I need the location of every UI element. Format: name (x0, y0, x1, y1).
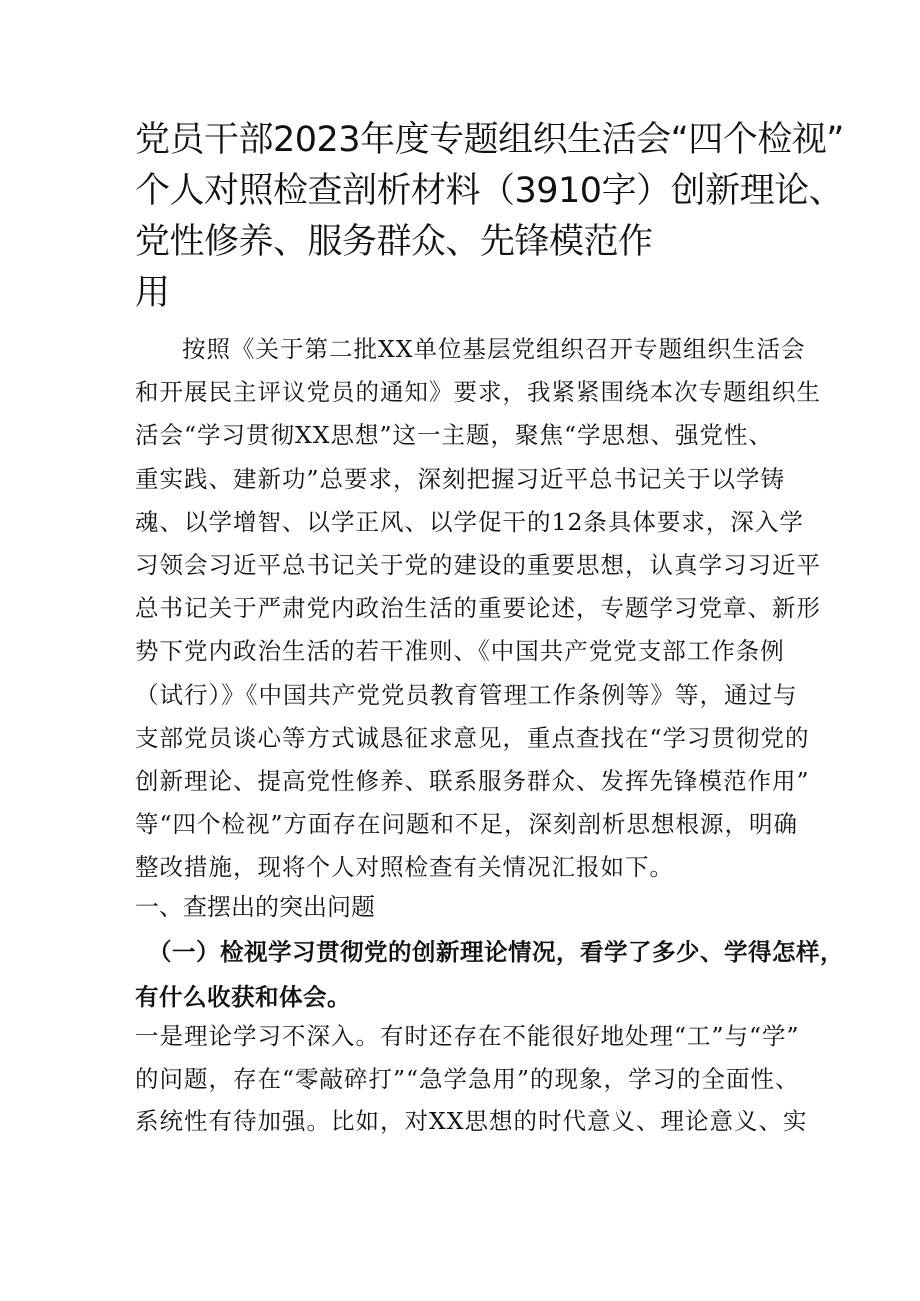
problem-paragraph (135, 1015, 808, 1143)
sub-heading (135, 930, 844, 1020)
title-line: 用 (135, 273, 170, 313)
intro-line: 习领会习近平总书记关于党的建设的重要思想，认真学习习近平 (135, 551, 821, 580)
section-heading: 一、查摆出的突出问题 (135, 893, 375, 921)
intro-line: 按照《关于第二批XX单位基层党组织召开专题组织生活会 (182, 335, 806, 363)
intro-line: 魂、以学增智、以学正风、以学促干的12条具体要求，深入学 (135, 507, 804, 536)
problem-line: 系统性有待加强。比如，对XX思想的时代意义、理论意义、实 (135, 1107, 808, 1135)
title-line: 党性修养、服务群众、先锋模范作 (135, 222, 653, 262)
title-line: 党员干部2023年度专题组织生活会“四个检视” (135, 120, 844, 160)
intro-paragraph (135, 328, 821, 890)
problem-line: 一是理论学习不深入。有时还存在不能很好地处理“工”与“学” (135, 1022, 800, 1050)
problem-line: 的问题，存在“零敲碎打”“急学急用”的现象，学习的全面性、 (135, 1064, 800, 1093)
intro-line: 支部党员谈心等方式诚恳征求意见，重点查找在“学习贯彻党的 (135, 723, 810, 752)
intro-line: 势下党内政治生活的若干准则、《中国共产党党支部工作条例 (135, 637, 785, 666)
intro-line: 创新理论、提高党性修养、联系服务群众、发挥先锋模范作用” (135, 767, 810, 796)
title-line: 个人对照检查剖析材料（3910字）创新理论、 (135, 171, 844, 211)
sub-heading-line: 有什么收获和体会。 (135, 983, 351, 1011)
intro-line: 活会“学习贯彻XX思想”这一主题，聚焦“学思想、强党性、 (135, 421, 774, 450)
intro-line: 整改措施，现将个人对照检查有关情况汇报如下。 (135, 853, 674, 882)
sub-heading-line: （一）检视学习贯彻党的创新理论情况，看学了多少、学得怎样， (148, 938, 844, 966)
intro-line: （试行）》《中国共产党党员教育管理工作条例等》等，通过与 (135, 680, 798, 709)
document-title (135, 115, 844, 319)
intro-line: 总书记关于严肃党内政治生活的重要论述，专题学习党章、新形 (135, 594, 821, 623)
intro-line: 等“四个检视”方面存在问题和不足，深刻剖析思想根源，明确 (135, 810, 799, 839)
intro-line: 和开展民主评议党员的通知》要求，我紧紧围绕本次专题组织生 (135, 378, 821, 407)
intro-line: 重实践、建新功”总要求，深刻把握习近平总书记关于以学铸 (135, 464, 786, 493)
